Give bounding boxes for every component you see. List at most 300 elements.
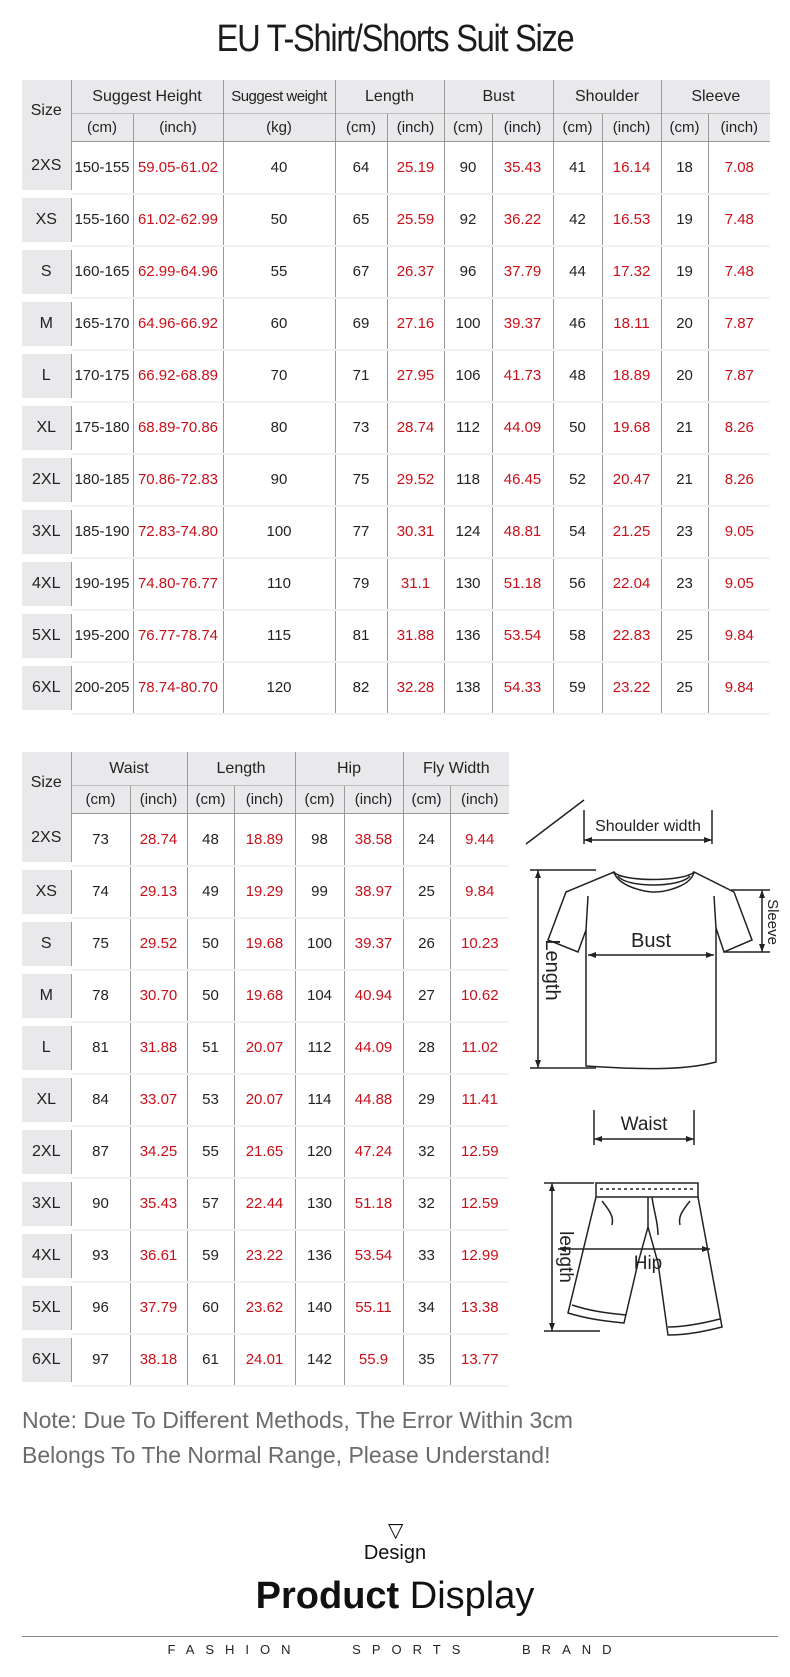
table-cell: 21.65 (234, 1126, 295, 1178)
tshirt-outline (548, 872, 752, 1069)
table-cell: 78.74-80.70 (133, 662, 223, 714)
table-cell: 24 (403, 814, 450, 866)
table-cell: 35.43 (492, 142, 553, 194)
length-header: Length (187, 752, 295, 786)
table-cell: 200-205 (71, 662, 133, 714)
table-cell: 31.1 (387, 558, 444, 610)
table-cell: 54.33 (492, 662, 553, 714)
table-cell: 57 (187, 1178, 234, 1230)
table-cell: 34.25 (130, 1126, 187, 1178)
table-cell: 90 (71, 1178, 130, 1230)
size-cell: S (22, 918, 71, 970)
table-cell: 37.79 (492, 246, 553, 298)
table-cell: 93 (71, 1230, 130, 1282)
table-cell: 38.18 (130, 1334, 187, 1386)
table-cell: 32 (403, 1126, 450, 1178)
unit-label: (inch) (602, 114, 661, 142)
size-cell: XS (22, 194, 71, 246)
table-cell: 41 (553, 142, 602, 194)
table-cell: 32 (403, 1178, 450, 1230)
table-cell: 110 (223, 558, 335, 610)
table-row (22, 1282, 509, 1334)
unit-label: (inch) (387, 114, 444, 142)
shoulder-header: Shoulder (553, 80, 661, 114)
table-cell: 25.19 (387, 142, 444, 194)
table-cell: 19 (661, 194, 708, 246)
unit-label: (cm) (661, 114, 708, 142)
table-cell: 35.43 (130, 1178, 187, 1230)
size-cell: 5XL (22, 1282, 71, 1334)
size-cell: L (22, 1022, 71, 1074)
table-row (22, 662, 770, 714)
size-cell: 2XS (22, 142, 71, 194)
table-cell: 44 (553, 246, 602, 298)
table-cell: 59.05-61.02 (133, 142, 223, 194)
table-cell: 11.41 (450, 1074, 509, 1126)
table-cell: 26 (403, 918, 450, 970)
table-cell: 54 (553, 506, 602, 558)
table-cell: 81 (71, 1022, 130, 1074)
table-cell: 180-185 (71, 454, 133, 506)
down-triangle-icon: ▽ (388, 1520, 404, 1542)
table-cell: 115 (223, 610, 335, 662)
table-cell: 7.87 (708, 298, 770, 350)
table-cell: 11.02 (450, 1022, 509, 1074)
length-header: Length (335, 80, 444, 114)
table-cell: 49 (187, 866, 234, 918)
table-cell: 118 (444, 454, 492, 506)
table-cell: 26.37 (387, 246, 444, 298)
table-cell: 48 (187, 814, 234, 866)
tagline-word: FASHION (167, 1642, 302, 1657)
unit-label: (kg) (223, 114, 335, 142)
table-cell: 29.52 (387, 454, 444, 506)
unit-label: (cm) (295, 786, 344, 814)
table-cell: 62.99-64.96 (133, 246, 223, 298)
size-cell: S (22, 246, 71, 298)
size-cell: XL (22, 402, 71, 454)
table-cell: 19.29 (234, 866, 295, 918)
table-cell: 100 (444, 298, 492, 350)
size-cell: XS (22, 866, 71, 918)
unit-label: (cm) (403, 786, 450, 814)
table-cell: 136 (295, 1230, 344, 1282)
unit-label: (cm) (335, 114, 387, 142)
table-row (22, 558, 770, 610)
table-cell: 20.47 (602, 454, 661, 506)
table-cell: 100 (295, 918, 344, 970)
table-cell: 12.99 (450, 1230, 509, 1282)
table-cell: 90 (223, 454, 335, 506)
table-cell: 9.84 (450, 866, 509, 918)
table-cell: 25 (661, 662, 708, 714)
table-cell: 185-190 (71, 506, 133, 558)
product-word: Product (255, 1575, 400, 1617)
unit-label: (cm) (444, 114, 492, 142)
size-cell: 2XS (22, 814, 71, 866)
table-cell: 175-180 (71, 402, 133, 454)
table-cell: 28 (403, 1022, 450, 1074)
table-row (22, 350, 770, 402)
tagline (0, 1642, 790, 1657)
table-cell: 23 (661, 506, 708, 558)
note-text (22, 1403, 742, 1473)
table-cell: 9.84 (708, 662, 770, 714)
size-cell: 3XL (22, 506, 71, 558)
table-cell: 22.83 (602, 610, 661, 662)
unit-label: (inch) (133, 114, 223, 142)
size-cell: 4XL (22, 558, 71, 610)
table-cell: 76.77-78.74 (133, 610, 223, 662)
table-cell: 74 (71, 866, 130, 918)
table-row (22, 866, 509, 918)
table-row (22, 1230, 509, 1282)
table-cell: 7.87 (708, 350, 770, 402)
table-cell: 9.44 (450, 814, 509, 866)
bust-header: Bust (444, 80, 553, 114)
product-display-heading (0, 1575, 790, 1618)
table-cell: 50 (187, 918, 234, 970)
unit-label: (inch) (492, 114, 553, 142)
table-cell: 77 (335, 506, 387, 558)
table-cell: 130 (444, 558, 492, 610)
table-cell: 20.07 (234, 1074, 295, 1126)
table-cell: 42 (553, 194, 602, 246)
table-cell: 68.89-70.86 (133, 402, 223, 454)
table-cell: 142 (295, 1334, 344, 1386)
unit-label: (cm) (71, 786, 130, 814)
table-cell: 72.83-74.80 (133, 506, 223, 558)
table-cell: 20 (661, 350, 708, 402)
table-cell: 31.88 (387, 610, 444, 662)
table-cell: 84 (71, 1074, 130, 1126)
table-cell: 35 (403, 1334, 450, 1386)
table-cell: 33 (403, 1230, 450, 1282)
table-cell: 100 (223, 506, 335, 558)
table-cell: 71 (335, 350, 387, 402)
table-row (22, 1334, 509, 1386)
table-cell: 8.26 (708, 402, 770, 454)
table-cell: 46 (553, 298, 602, 350)
shorts-length-label: length (555, 1231, 576, 1283)
table-cell: 40.94 (344, 970, 403, 1022)
table-cell: 112 (444, 402, 492, 454)
size-cell: M (22, 298, 71, 350)
size-cell: 2XL (22, 1126, 71, 1178)
table-cell: 9.05 (708, 506, 770, 558)
table-cell: 104 (295, 970, 344, 1022)
table-cell: 124 (444, 506, 492, 558)
table-cell: 24.01 (234, 1334, 295, 1386)
table-cell: 28.74 (130, 814, 187, 866)
size-cell: 3XL (22, 1178, 71, 1230)
table-cell: 67 (335, 246, 387, 298)
page-title: EU T-Shirt/Shorts Suit Size (216, 18, 574, 60)
table-cell: 59 (553, 662, 602, 714)
size-cell: 6XL (22, 662, 71, 714)
table-cell: 98 (295, 814, 344, 866)
tagline-word: BRAND (522, 1642, 623, 1657)
table-cell: 33.07 (130, 1074, 187, 1126)
table-cell: 19.68 (234, 918, 295, 970)
table-cell: 47.24 (344, 1126, 403, 1178)
table-cell: 27 (403, 970, 450, 1022)
table-row (22, 1074, 509, 1126)
table-cell: 90 (444, 142, 492, 194)
table-cell: 165-170 (71, 298, 133, 350)
table-cell: 138 (444, 662, 492, 714)
table-cell: 10.62 (450, 970, 509, 1022)
table-cell: 55.11 (344, 1282, 403, 1334)
table-cell: 17.32 (602, 246, 661, 298)
table-cell: 73 (71, 814, 130, 866)
table-cell: 20 (661, 298, 708, 350)
table-cell: 7.48 (708, 246, 770, 298)
unit-label: (cm) (553, 114, 602, 142)
table-cell: 18.11 (602, 298, 661, 350)
table-cell: 29 (403, 1074, 450, 1126)
table-cell: 120 (223, 662, 335, 714)
size-cell: 2XL (22, 454, 71, 506)
table-cell: 21 (661, 454, 708, 506)
table-cell: 29.13 (130, 866, 187, 918)
sleeve-label: Sleeve (764, 899, 781, 945)
table-cell: 38.58 (344, 814, 403, 866)
table-row (22, 1178, 509, 1230)
table-cell: 18.89 (602, 350, 661, 402)
table-cell: 16.53 (602, 194, 661, 246)
table-cell: 74.80-76.77 (133, 558, 223, 610)
table-cell: 27.16 (387, 298, 444, 350)
unit-label: (inch) (130, 786, 187, 814)
table-row (22, 1022, 509, 1074)
waist-header: Waist (71, 752, 187, 786)
table-cell: 58 (553, 610, 602, 662)
table-cell: 53.54 (344, 1230, 403, 1282)
table-cell: 96 (71, 1282, 130, 1334)
height-header: Suggest Height (71, 80, 223, 114)
size-cell: 6XL (22, 1334, 71, 1386)
table-cell: 51.18 (344, 1178, 403, 1230)
unit-label: (inch) (344, 786, 403, 814)
table-cell: 53 (187, 1074, 234, 1126)
table-cell: 99 (295, 866, 344, 918)
note-line: Note: Due To Different Methods, The Error Within 3cm (22, 1407, 573, 1433)
table-row (22, 142, 770, 194)
table-cell: 81 (335, 610, 387, 662)
table-cell: 60 (187, 1282, 234, 1334)
table-cell: 64 (335, 142, 387, 194)
table-row (22, 814, 509, 866)
table-cell: 41.73 (492, 350, 553, 402)
table-cell: 112 (295, 1022, 344, 1074)
size-header: Size (22, 752, 71, 814)
table-row (22, 454, 770, 506)
table-cell: 44.88 (344, 1074, 403, 1126)
table-cell: 52 (553, 454, 602, 506)
size-cell: 5XL (22, 610, 71, 662)
table-cell: 36.61 (130, 1230, 187, 1282)
size-header: Size (22, 80, 71, 142)
table-cell: 25 (661, 610, 708, 662)
table-cell: 22.44 (234, 1178, 295, 1230)
table-row (22, 506, 770, 558)
table-cell: 44.09 (492, 402, 553, 454)
table-row (22, 246, 770, 298)
table-cell: 61 (187, 1334, 234, 1386)
table-cell: 160-165 (71, 246, 133, 298)
table-cell: 12.59 (450, 1178, 509, 1230)
divider (22, 1636, 778, 1637)
table-cell: 12.59 (450, 1126, 509, 1178)
unit-label: (cm) (187, 786, 234, 814)
table-cell: 136 (444, 610, 492, 662)
note-line: Belongs To The Normal Range, Please Understand! (22, 1442, 551, 1468)
table-cell: 79 (335, 558, 387, 610)
table-cell: 65 (335, 194, 387, 246)
table-row (22, 194, 770, 246)
table-cell: 82 (335, 662, 387, 714)
table-cell: 60 (223, 298, 335, 350)
table-cell: 9.05 (708, 558, 770, 610)
table-row (22, 970, 509, 1022)
table-cell: 32.28 (387, 662, 444, 714)
tshirt-diagram (526, 800, 781, 1080)
table-cell: 190-195 (71, 558, 133, 610)
table-cell: 66.92-68.89 (133, 350, 223, 402)
table-cell: 56 (553, 558, 602, 610)
table-cell: 106 (444, 350, 492, 402)
table-cell: 39.37 (492, 298, 553, 350)
table-cell: 150-155 (71, 142, 133, 194)
table-cell: 80 (223, 402, 335, 454)
table-cell: 10.23 (450, 918, 509, 970)
table-cell: 114 (295, 1074, 344, 1126)
table-cell: 44.09 (344, 1022, 403, 1074)
sleeve-header: Sleeve (661, 80, 770, 114)
table-cell: 38.97 (344, 866, 403, 918)
table-cell: 18.89 (234, 814, 295, 866)
table-cell: 61.02-62.99 (133, 194, 223, 246)
table-cell: 21.25 (602, 506, 661, 558)
table-cell: 130 (295, 1178, 344, 1230)
table-cell: 40 (223, 142, 335, 194)
table-cell: 53.54 (492, 610, 553, 662)
size-cell: M (22, 970, 71, 1022)
shorts-diagram (540, 1105, 770, 1355)
table-cell: 25 (403, 866, 450, 918)
table-cell: 23 (661, 558, 708, 610)
table-cell: 70 (223, 350, 335, 402)
table-cell: 39.37 (344, 918, 403, 970)
bust-label: Bust (630, 930, 672, 952)
table-cell: 13.38 (450, 1282, 509, 1334)
table-row (22, 610, 770, 662)
table-cell: 16.14 (602, 142, 661, 194)
table-cell: 97 (71, 1334, 130, 1386)
table-cell: 37.79 (130, 1282, 187, 1334)
table-cell: 29.52 (130, 918, 187, 970)
table-cell: 30.31 (387, 506, 444, 558)
table-cell: 51.18 (492, 558, 553, 610)
table-cell: 64.96-66.92 (133, 298, 223, 350)
table-row (22, 1126, 509, 1178)
table-cell: 87 (71, 1126, 130, 1178)
table-cell: 23.62 (234, 1282, 295, 1334)
table-cell: 48.81 (492, 506, 553, 558)
table-row (22, 918, 509, 970)
table-cell: 120 (295, 1126, 344, 1178)
hip-header: Hip (295, 752, 403, 786)
table-cell: 50 (187, 970, 234, 1022)
table-cell: 55.9 (344, 1334, 403, 1386)
table-cell: 7.48 (708, 194, 770, 246)
table-cell: 36.22 (492, 194, 553, 246)
size-cell: XL (22, 1074, 71, 1126)
table-cell: 75 (71, 918, 130, 970)
table-cell: 96 (444, 246, 492, 298)
table-cell: 19.68 (602, 402, 661, 454)
unit-label: (inch) (450, 786, 509, 814)
table-cell: 19.68 (234, 970, 295, 1022)
shorts-size-table (22, 752, 509, 1390)
table-cell: 51 (187, 1022, 234, 1074)
table-row (22, 402, 770, 454)
table-cell: 55 (187, 1126, 234, 1178)
table-cell: 78 (71, 970, 130, 1022)
table-cell: 13.77 (450, 1334, 509, 1386)
table-cell: 59 (187, 1230, 234, 1282)
table-cell: 34 (403, 1282, 450, 1334)
table-cell: 19 (661, 246, 708, 298)
unit-label: (cm) (71, 114, 133, 142)
table-cell: 50 (553, 402, 602, 454)
table-cell: 23.22 (602, 662, 661, 714)
table-cell: 140 (295, 1282, 344, 1334)
unit-label: (inch) (708, 114, 770, 142)
table-cell: 8.26 (708, 454, 770, 506)
size-cell: L (22, 350, 71, 402)
weight-header: Suggest weight (223, 80, 335, 114)
shirt-size-table (22, 80, 770, 718)
waist-label: Waist (620, 1114, 668, 1135)
fly-width-header: Fly Width (403, 752, 509, 786)
size-cell: 4XL (22, 1230, 71, 1282)
table-cell: 22.04 (602, 558, 661, 610)
table-cell: 70.86-72.83 (133, 454, 223, 506)
table-cell: 46.45 (492, 454, 553, 506)
table-cell: 92 (444, 194, 492, 246)
table-cell: 20.07 (234, 1022, 295, 1074)
table-cell: 155-160 (71, 194, 133, 246)
table-cell: 31.88 (130, 1022, 187, 1074)
table-cell: 55 (223, 246, 335, 298)
table-cell: 75 (335, 454, 387, 506)
table-cell: 48 (553, 350, 602, 402)
shoulder-width-label: Shoulder width (595, 818, 701, 835)
table-cell: 73 (335, 402, 387, 454)
table-cell: 21 (661, 402, 708, 454)
length-label: Length (541, 939, 563, 1001)
display-word: Display (399, 1575, 535, 1617)
table-cell: 28.74 (387, 402, 444, 454)
table-cell: 170-175 (71, 350, 133, 402)
table-cell: 7.08 (708, 142, 770, 194)
table-cell: 25.59 (387, 194, 444, 246)
table-cell: 18 (661, 142, 708, 194)
hip-label: Hip (633, 1253, 663, 1274)
table-cell: 27.95 (387, 350, 444, 402)
